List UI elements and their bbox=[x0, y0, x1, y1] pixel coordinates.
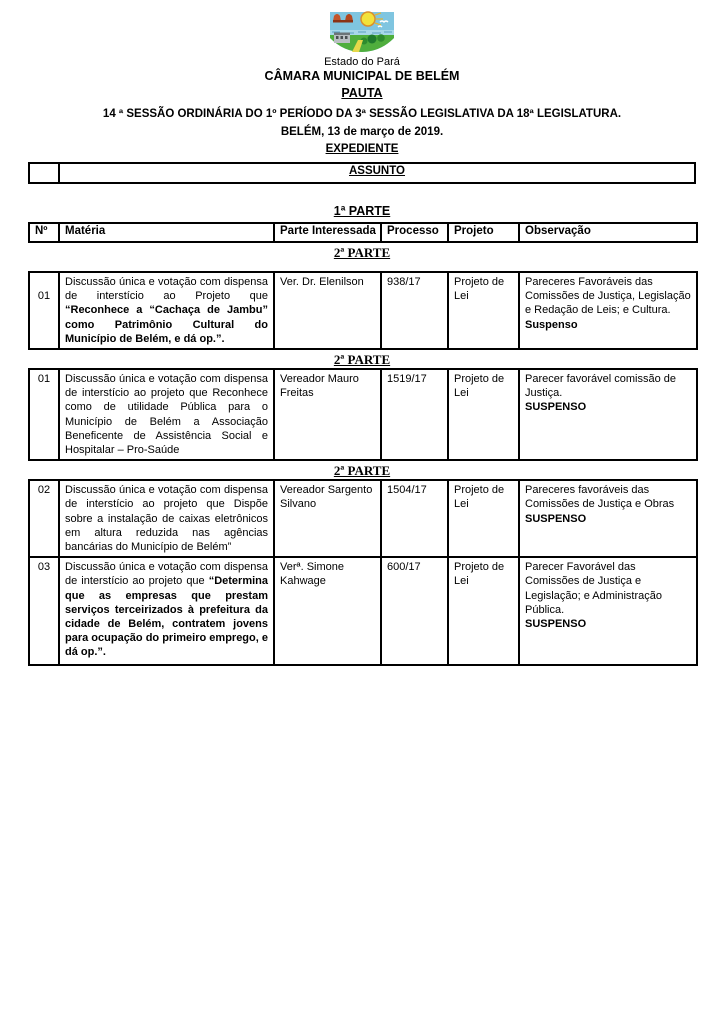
cell-materia: Discussão única e votação com dispensa de interstício ao Projeto que “Reconhece a “Cachaça de Jambu” como Patrimônio Cultural do Município de Belém, e dá op.”. bbox=[59, 272, 274, 349]
cell-observacao: Pareceres Favoráveis das Comissões de Justiça, Legislação e Redação de Leis; e Cultura. Suspenso bbox=[519, 272, 697, 349]
state-line: Estado do Pará bbox=[324, 56, 400, 68]
parte2-heading-3: 2ª PARTE bbox=[333, 463, 391, 479]
parte2-heading-2: 2ª PARTE bbox=[333, 352, 391, 368]
cell-processo: 600/17 bbox=[381, 557, 448, 665]
columns-header-table bbox=[28, 222, 698, 243]
cell-projeto: Projeto de Lei bbox=[448, 557, 519, 665]
table-row bbox=[29, 480, 697, 557]
organization-title: CÂMARA MUNICIPAL DE BELÉM bbox=[264, 69, 460, 83]
column-materia: Matéria bbox=[59, 223, 274, 242]
date-line: BELÉM, 13 de março de 2019. bbox=[280, 126, 444, 138]
cell-parte-interessada: Verª. Simone Kahwage bbox=[274, 557, 381, 665]
cell-num: 01 bbox=[29, 272, 59, 349]
document-header bbox=[28, 10, 696, 156]
cell-observacao: Parecer Favorável das Comissões de Justiça e Legislação; e Administração Pública. SUSPENSO bbox=[519, 557, 697, 665]
table-row bbox=[29, 272, 697, 349]
cell-num: 02 bbox=[29, 480, 59, 557]
parte2-heading-1: 2ª PARTE bbox=[333, 245, 391, 260]
expediente-heading: EXPEDIENTE bbox=[325, 143, 399, 155]
cell-materia: Discussão única e votação com dispensa de interstício ao projeto que “Determina que as empresas que prestam serviços terceirizados à prefeitura da cidade de Belém, contratem jovens para ocupação do primeiro emprego, e dá op.”. bbox=[59, 557, 274, 665]
cell-parte-interessada: Ver. Dr. Elenilson bbox=[274, 272, 381, 349]
columns-header-row bbox=[29, 223, 697, 242]
column-num: Nº bbox=[29, 223, 59, 242]
column-processo: Processo bbox=[381, 223, 448, 242]
cell-processo: 938/17 bbox=[381, 272, 448, 349]
table-row bbox=[29, 557, 697, 665]
pauta-table-3 bbox=[28, 479, 698, 666]
column-parte-interessada: Parte Interessada bbox=[274, 223, 381, 242]
table-row bbox=[29, 369, 697, 460]
cell-observacao: Pareceres favoráveis das Comissões de Justiça e Obras SUSPENSO bbox=[519, 480, 697, 557]
cell-materia: Discussão única e votação com dispensa de interstício ao projeto que Reconhece como de utilidade Pública para o Município de Belém a Associação Beneficente de Assistência Social e Hospitalar – Pro-Saúde bbox=[59, 369, 274, 460]
belem-crest-icon bbox=[328, 10, 396, 54]
document-title: PAUTA bbox=[341, 86, 383, 100]
column-observacao: Observação bbox=[519, 223, 697, 242]
session-line: 14 ª SESSÃO ORDINÁRIA DO 1º PERÍODO DA 3ª SESSÃO LEGISLATIVA DA 18ª LEGISLATURA. bbox=[102, 108, 622, 120]
pauta-table-2 bbox=[28, 368, 698, 461]
assunto-corner-cell bbox=[29, 163, 59, 183]
assunto-row bbox=[29, 163, 695, 183]
cell-num: 03 bbox=[29, 557, 59, 665]
cell-projeto: Projeto de Lei bbox=[448, 480, 519, 557]
cell-processo: 1504/17 bbox=[381, 480, 448, 557]
cell-materia: Discussão única e votação com dispensa de interstício ao projeto que Dispõe sobre a instalação de caixas eletrônicos em altura reduzida nas agências bancárias do Município de Belém” bbox=[59, 480, 274, 557]
parte1-heading: 1ª PARTE bbox=[333, 204, 391, 218]
cell-observacao: Parecer favorável comissão de Justiça. SUSPENSO bbox=[519, 369, 697, 460]
cell-parte-interessada: Vereador Mauro Freitas bbox=[274, 369, 381, 460]
column-projeto: Projeto bbox=[448, 223, 519, 242]
cell-projeto: Projeto de Lei bbox=[448, 272, 519, 349]
cell-projeto: Projeto de Lei bbox=[448, 369, 519, 460]
cell-processo: 1519/17 bbox=[381, 369, 448, 460]
pauta-table-1 bbox=[28, 271, 698, 350]
cell-num: 01 bbox=[29, 369, 59, 460]
cell-parte-interessada: Vereador Sargento Silvano bbox=[274, 480, 381, 557]
assunto-header-cell: ASSUNTO bbox=[59, 163, 695, 183]
assunto-table bbox=[28, 162, 696, 184]
